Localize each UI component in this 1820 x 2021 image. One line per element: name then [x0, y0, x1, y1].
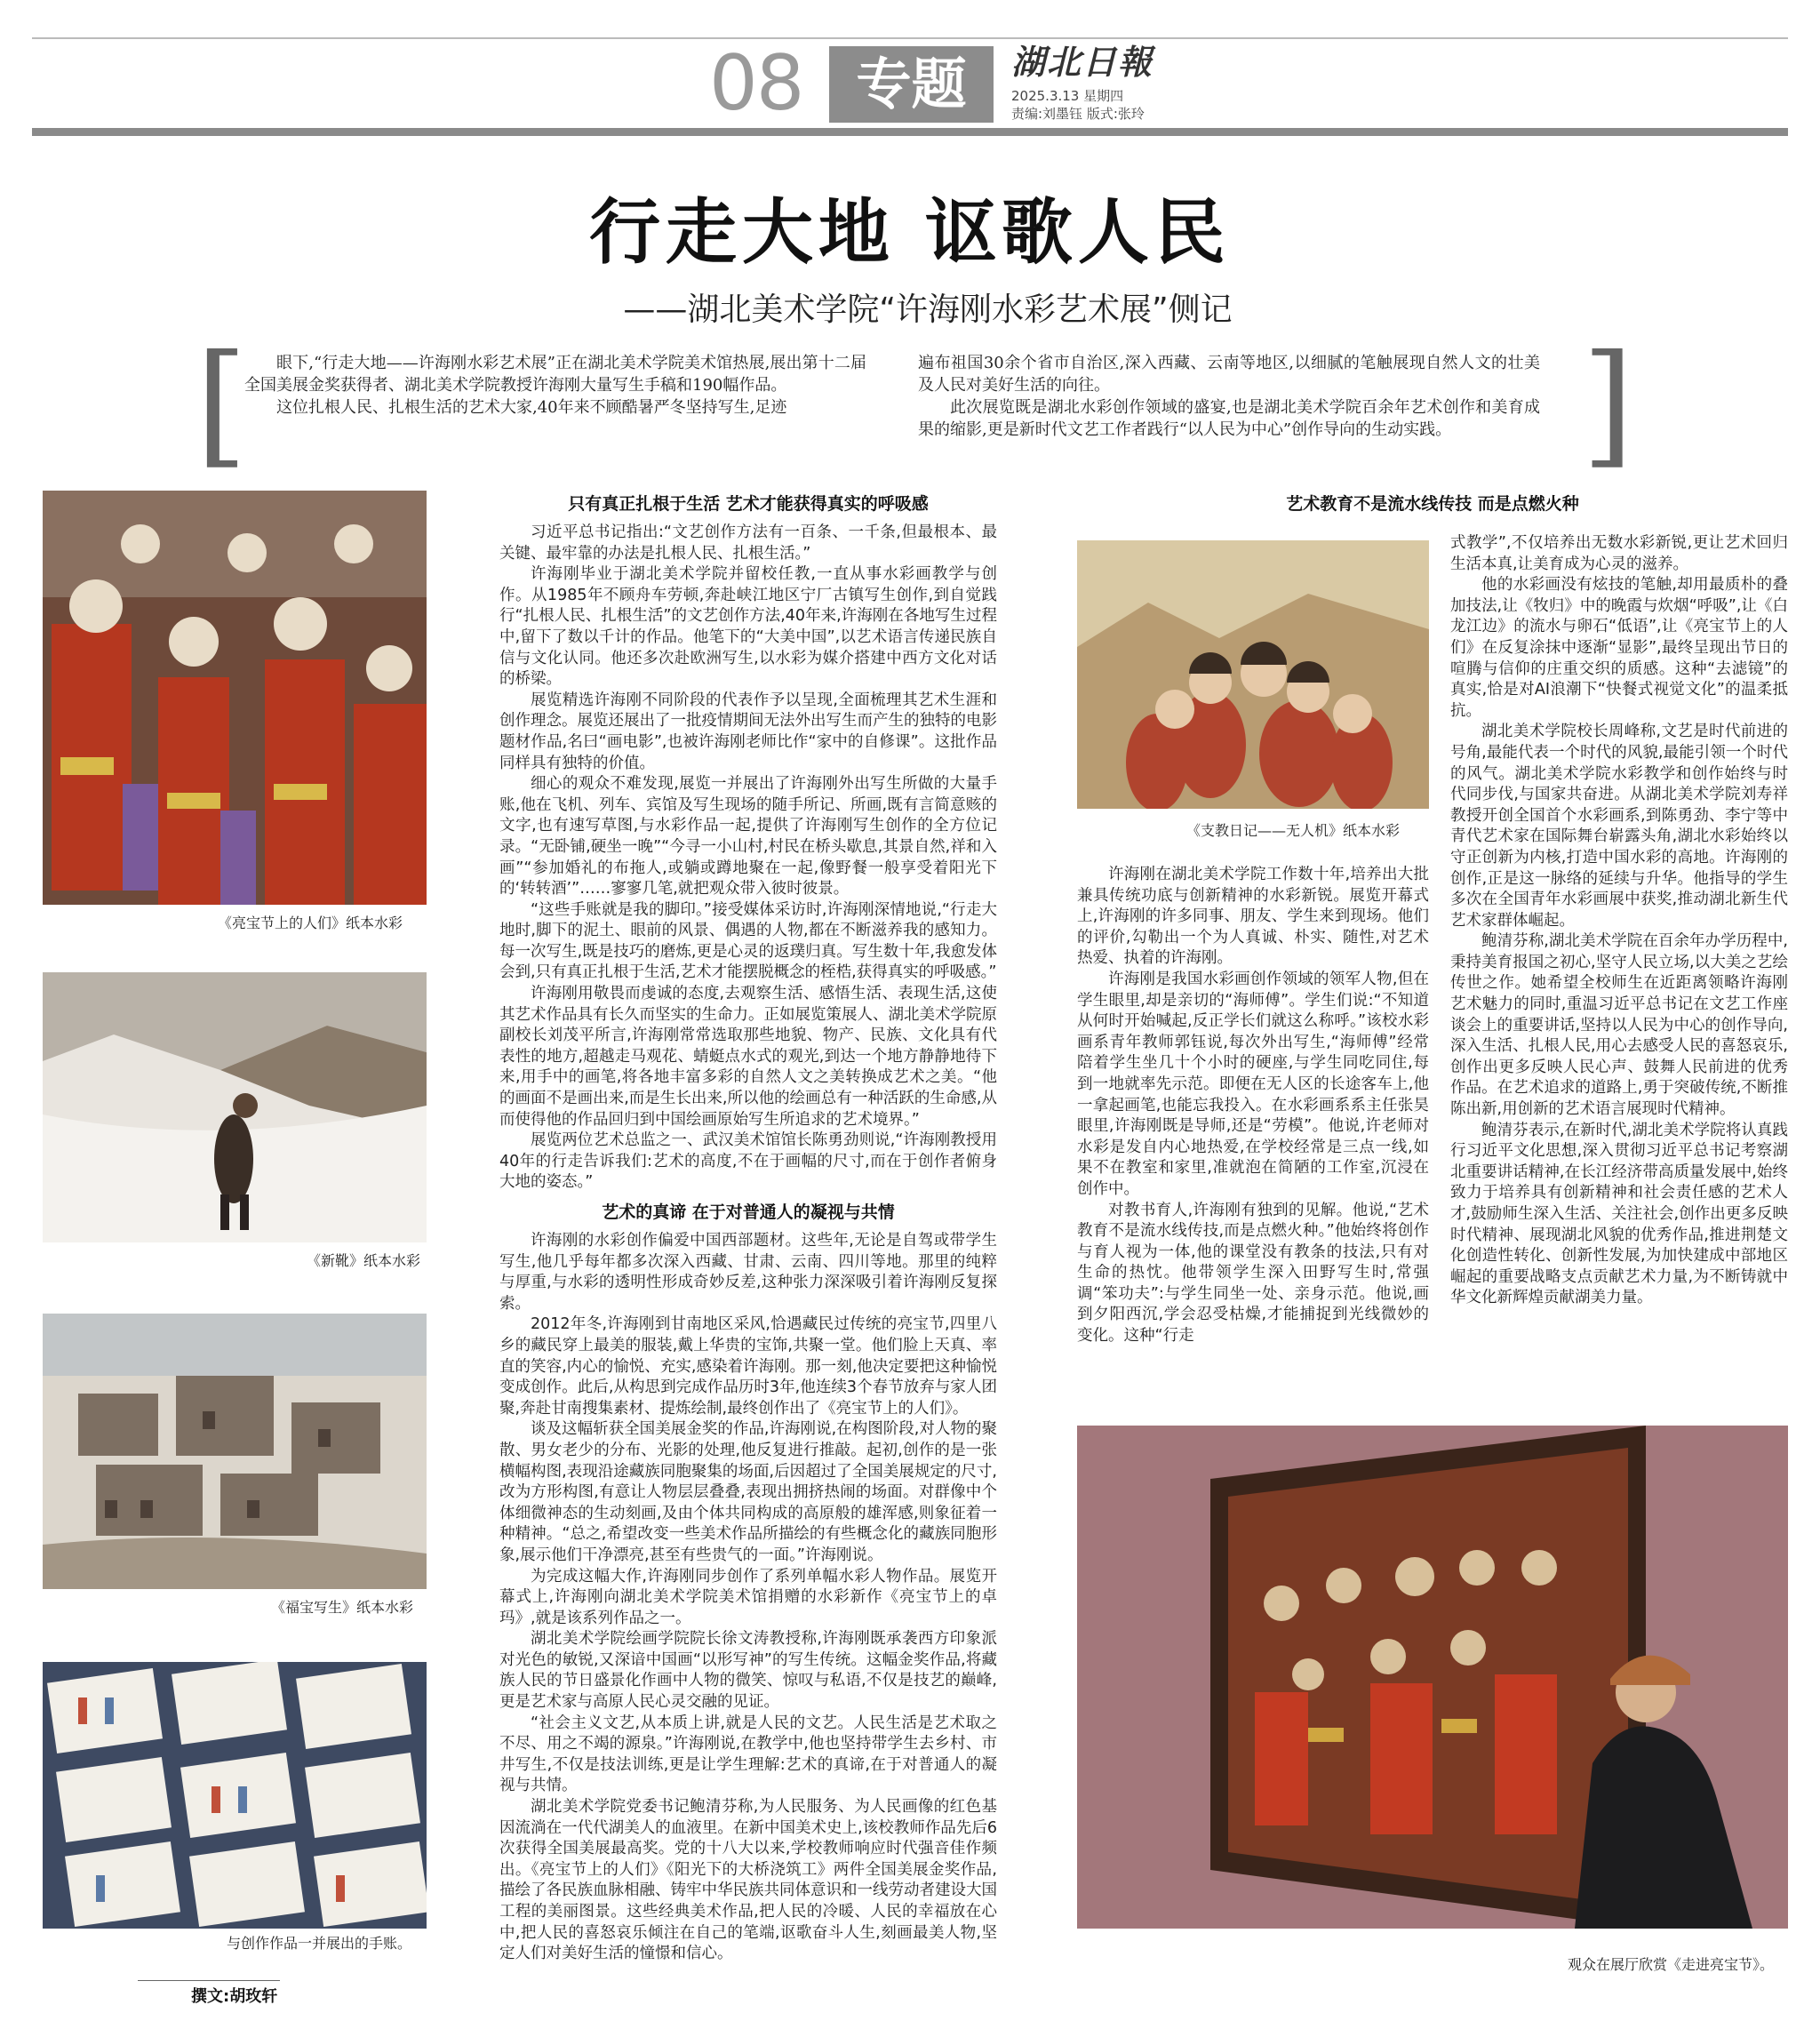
section-label: 专题	[829, 46, 994, 123]
paragraph: 2012年冬,许海刚到甘南地区采风,恰遇藏民过传统的亮宝节,四里八乡的藏民穿上最美的服装,戴上华贵的宝饰,共聚一堂。他们脸上天真、率直的笑容,内心的愉悦、充实,感染着许海刚。那一刻,他决定要把这种愉悦变成创作。此后,从构思到完成作品历时3年,他连续3个春节放弃与家人团聚,奔赴甘南搜集素材、提炼绘制,最终创作出了《亮宝节上的人们》。	[499, 1315, 997, 1418]
paragraph: 许海刚是我国水彩画创作领域的领军人物,但在学生眼里,却是亲切的“海师傅”。学生们说:“不知道从何时开始喊起,反正学长们就这么称呼。”该校水彩画系青年教师郭钰说,每次外出写生,“海师傅”经常陪着学生坐几十个小时的硬座,与学生同吃同住,每到一地就率先示范。即便在无人区的长途客车上,他一拿起画笔,也能忘我投入。在水彩画系系主任张昊眼里,许海刚既是导师,还是“劳模”。他说,许老师对水彩是发自内心地热爱,在学校经常是三点一线,如果不在教室和家里,准就泡在简陋的工作室,沉浸在创作中。	[1077, 970, 1429, 1198]
sub-headline: ——湖北美术学院“许海刚水彩艺术展”侧记	[623, 292, 1233, 328]
photo-festival-people	[43, 491, 427, 905]
left-bracket: [	[196, 327, 248, 482]
lead-left	[244, 352, 866, 419]
paragraph: 鲍清芬表示,在新时代,湖北美术学院将认真践行习近平文化思想,深入贯彻习近平总书记考察湖北重要讲话精神,在长江经济带高质量发展中,始终致力于培养具有创新精神和社会责任感的艺术人才,鼓励师生深入生活、关注社会,创作出更多反映时代精神、展现湖北风貌的优秀作品,推进荆楚文化创造性转化、创新性发展,为加快建成中部地区崛起的重要战略支点贡献艺术力量,为不断铸就中华文化新辉煌贡献湖美力量。	[1450, 1121, 1788, 1307]
paragraph: 展览两位艺术总监之一、武汉美术馆馆长陈勇劲则说,“许海刚教授用40年的行走告诉我们:艺术的高度,不在于画幅的尺寸,而在于创作者俯身大地的姿态。”	[499, 1131, 997, 1192]
lead-paragraph: 眼下,“行走大地——许海刚水彩艺术展”正在湖北美术学院美术馆热展,展出第十二届全国美展金奖获得者、湖北美术学院教授许海刚大量写生手稿和190幅作品。	[244, 354, 866, 395]
paragraph: 鲍清芬称,湖北美术学院在百余年办学历程中,秉持美育报国之初心,坚守人民立场,以大美之艺绘传世之作。她希望全校师生在近距离领略许海刚艺术魅力的同时,重温习近平总书记在文艺工作座谈会上的重要讲话,坚持以人民为中心的创作导向,深入生活、扎根人民,用心去感受人民的喜怒哀乐,创作出更多反映人民心声、鼓舞人民前进的优秀作品。在艺术追求的道路上,勇于突破传统,不断推陈出新,用创新的艺术语言展现时代精神。	[1450, 932, 1788, 1119]
section-heading: 只有真正扎根于生活 艺术才能获得真实的呼吸感	[568, 494, 929, 514]
page-number: 08	[709, 39, 803, 128]
photo-caption: 观众在展厅欣赏《走进亮宝节》。	[1568, 1956, 1775, 1973]
photo-drone-diary	[1077, 540, 1429, 809]
photo-sketchbooks	[43, 1662, 427, 1929]
photo-fubao-sketch	[43, 1314, 427, 1589]
photo-caption: 《福宝写生》纸本水彩	[271, 1599, 414, 1616]
article-column-right-b	[1450, 533, 1788, 1309]
masthead-logo: 湖北日報	[1011, 42, 1154, 82]
article-column-middle	[499, 485, 997, 1965]
photo-caption: 《支教日记——无人机》纸本水彩	[1186, 822, 1401, 839]
photo-exhibition-visitor	[1077, 1426, 1788, 1929]
paragraph: 对教书育人,许海刚有独到的见解。他说,“艺术教育不是流水线传技,而是点燃火种。”他始终将创作与育人视为一体,他的课堂没有教条的技法,只有对生命的热忱。他带领学生深入田野写生时,常强调“笨功夫”:与学生同坐一处、亲身示范。他说,画到夕阳西沉,学会忍受枯燥,才能捕捉到光线微妙的变化。这种“行走	[1077, 1201, 1429, 1346]
paragraph: 湖北美术学院校长周峰称,文艺是时代前进的号角,最能代表一个时代的风貌,最能引领一个时代的风气。湖北美术学院水彩教学和创作始终与时代同步伐,与国家共奋进。从湖北美术学院刘寿祥教授开创全国首个水彩画系,到陈勇劲、李宁等中青代艺术家在国际舞台崭露头角,湖北水彩始终以守正创新为内核,打造中国水彩的高地。许海刚的创作,正是这一脉络的延续与升华。他指导的学生多次在全国青年水彩画展中获奖,推动湖北新生代艺术家群体崛起。	[1450, 723, 1788, 930]
right-heading-wrap	[1077, 485, 1788, 523]
paragraph: 谈及这幅斩获全国美展金奖的作品,许海刚说,在构图阶段,对人物的聚散、男女老少的分布、光影的处理,他反复进行推敲。起初,创作的是一张横幅构图,表现沿途藏族同胞聚集的场面,后因超过了全国美展规定的尺寸,改为方形构图,有意让人物层层叠叠,表现出拥挤热闹的场面。对群像中个体细微神态的生动刻画,及由个体共同构成的高原般的雄浑感,则象征着一种精神。“总之,希望改变一些美术作品所描绘的有些概念化的藏族同胞形象,展示他们干净漂亮,甚至有些贵气的一面。”许海刚说。	[499, 1420, 997, 1564]
paragraph: 湖北美术学院绘画学院院长徐文涛教授称,许海刚既承袭西方印象派对光色的敏锐,又深谙中国画“以形写神”的写生传统。这幅金奖作品,将藏族人民的节日盛景化作画中人物的微笑、惊叹与私语,不仅是技艺的巅峰,更是艺术家与高原人民心灵交融的见证。	[499, 1630, 997, 1712]
paragraph: “社会主义文艺,从本质上讲,就是人民的文艺。人民生活是艺术取之不尽、用之不竭的源泉。”许海刚说,在教学中,他也坚持带学生去乡村、市井写生,不仅是技法训练,更是让学生理解:艺术的真谛,在于对普通人的凝视与共情。	[499, 1713, 997, 1795]
paragraph: 许海刚毕业于湖北美术学院并留校任教,一直从事水彩画教学与创作。从1985年不顾舟车劳顿,奔赴峡江地区宁厂古镇写生创作,到自觉践行“扎根人民、扎根生活”的文艺创作方法,40年来,许海刚在各地写生过程中,留下了数以千计的作品。他笔下的“大美中国”,以艺术语言传递民族自信与文化认同。他还多次赴欧洲写生,以水彩为媒介搭建中西方文化对话的桥梁。	[499, 565, 997, 689]
photo-new-boots	[43, 972, 427, 1242]
article-column-right-a	[1077, 865, 1429, 1347]
lead-paragraph: 此次展览既是湖北水彩创作领域的盛宴,也是湖北美术学院百余年艺术创作和美育成果的缩影,更是新时代文艺工作者践行“以人民为中心”创作导向的生动实践。	[918, 398, 1540, 439]
paragraph: 展览精选许海刚不同阶段的代表作予以呈现,全面梳理其艺术生涯和创作理念。展览还展出了一批疫情期间无法外出写生而产生的独特的电影题材作品,名曰“画电影”,也被许海刚老师比作“家中的自修课”。这批作品同样具有独特的价值。	[499, 691, 997, 772]
paragraph: 习近平总书记指出:“文艺创作方法有一百条、一千条,但最根本、最关键、最牢靠的办法是扎根人民、扎根生活。”	[499, 523, 997, 563]
paragraph: 许海刚用敬畏而虔诚的态度,去观察生活、感悟生活、表现生活,这使其艺术作品具有长久而坚实的生命力。正如展览策展人、湖北美术学院原副校长刘茂平所言,许海刚常常选取那些地貌、物产、民族、文化具有代表性的地方,超越走马观花、蜻蜓点水式的观光,到达一个地方静静地待下来,用手中的画笔,将各地丰富多彩的自然人文之美转换成艺术之美。“他的画面不是画出来,而是生长出来,所以他的绘画总有一种活跃的生命感,从而使得他的作品回归到中国绘画原始写生所追求的艺术境界。”	[499, 985, 997, 1129]
lead-paragraph: 这位扎根人民、扎根生活的艺术大家,40年来不顾酷暑严冬坚持写生,足迹	[276, 398, 787, 417]
section-heading: 艺术的真谛 在于对普通人的凝视与共情	[602, 1202, 895, 1222]
paragraph: “这些手账就是我的脚印。”接受媒体采访时,许海刚深情地说,“行走大地时,脚下的泥土、眼前的风景、偶遇的人物,都在不断滋养我的感知力。每一次写生,既是技巧的磨炼,更是心灵的返璞归真。写生数十年,我愈发体会到,只有真正扎根于生活,艺术才能摆脱概念的桎梏,获得真实的呼吸感。”	[499, 900, 997, 982]
lead-paragraph: 遍布祖国30余个省市自治区,深入西藏、云南等地区,以细腻的笔触展现自然人文的壮美及人民对美好生活的向往。	[918, 354, 1540, 395]
paragraph: 细心的观众不难发现,展览一并展出了许海刚外出写生所做的大量手账,他在飞机、列车、宾馆及写生现场的随手所记、所画,既有言简意赅的文字,也有速写草图,与水彩作品一起,提供了许海刚写生创作的全方位记录。“无卧铺,硬坐一晚”“今寻一小山村,村民在桥头歇息,其景自然,祥和入画”“参加婚礼的布拖人,或躺或蹲地聚在一起,像野餐一般享受着阳光下的‘转转酒’”……寥寥几笔,就把观众带入彼时彼景。	[499, 775, 997, 899]
paragraph: 为完成这幅大作,许海刚同步创作了系列单幅水彩人物作品。展览开幕式上,许海刚向湖北美术学院美术馆捐赠的水彩新作《亮宝节上的卓玛》,就是该系列作品之一。	[499, 1567, 997, 1627]
paragraph: 式教学”,不仅培养出无数水彩新锐,更让艺术回归生活本真,让美育成为心灵的滋养。	[1450, 534, 1788, 573]
editor-credits: 责编:刘墨钰 版式:张玲	[1011, 106, 1145, 122]
byline: 撰文:胡玫轩	[191, 1987, 278, 2006]
header-rule	[32, 128, 1788, 136]
byline-rule	[138, 1980, 280, 1981]
section-heading: 艺术教育不是流水线传技 而是点燃火种	[1286, 494, 1579, 514]
paragraph: 湖北美术学院党委书记鲍清芬称,为人民服务、为人民画像的红色基因流淌在一代代湖美人的血液里。在新中国美术史上,该校教师作品先后6次获得全国美展最高奖。党的十八大以来,学校教师响应时代强音佳作频出。《亮宝节上的人们》《阳光下的大桥浇筑工》两件全国美展金奖作品,描绘了各民族血脉相融、铸牢中华民族共同体意识和一线劳动者建设大国工程的美丽图景。这些经典美术作品,把人民的冷暖、人民的幸福放在心中,把人民的喜怒哀乐倾注在自己的笔端,讴歌奋斗人生,刻画最美人物,坚定人们对美好生活的憧憬和信心。	[499, 1798, 997, 1963]
main-headline: 行走大地 讴歌人民	[589, 191, 1231, 274]
photo-caption: 《亮宝节上的人们》纸本水彩	[218, 915, 403, 931]
paragraph: 许海刚的水彩创作偏爱中国西部题材。这些年,无论是自驾或带学生写生,他几乎每年都多次深入西藏、甘肃、云南、四川等地。那里的纯粹与厚重,与水彩的透明性形成奇妙反差,这种张力深深吸引着许海刚反复探索。	[499, 1232, 997, 1313]
paragraph: 许海刚在湖北美术学院工作数十年,培养出大批兼具传统功底与创新精神的水彩新锐。展览开幕式上,许海刚的许多同事、朋友、学生来到现场。他们的评价,勾勒出一个为人真诚、朴实、随性,对艺术热爱、执着的许海刚。	[1077, 866, 1429, 968]
top-rule	[32, 37, 1788, 39]
photo-caption: 《新靴》纸本水彩	[307, 1252, 421, 1269]
photo-caption: 与创作作品一并展出的手账。	[227, 1935, 412, 1952]
right-bracket: ]	[1582, 327, 1634, 482]
dateline: 2025.3.13 星期四	[1011, 88, 1124, 104]
lead-right	[918, 352, 1540, 441]
paragraph: 他的水彩画没有炫技的笔触,却用最质朴的叠加技法,让《牧归》中的晚霞与炊烟“呼吸”,让《白龙江边》的流水与卵石“低语”,让《亮宝节上的人们》在反复涂抹中逐渐“显影”,最终呈现出节日的喧腾与信仰的庄重交织的质感。这种“去滤镜”的真实,恰是对AI浪潮下“快餐式视觉文化”的温柔抵抗。	[1450, 576, 1788, 720]
